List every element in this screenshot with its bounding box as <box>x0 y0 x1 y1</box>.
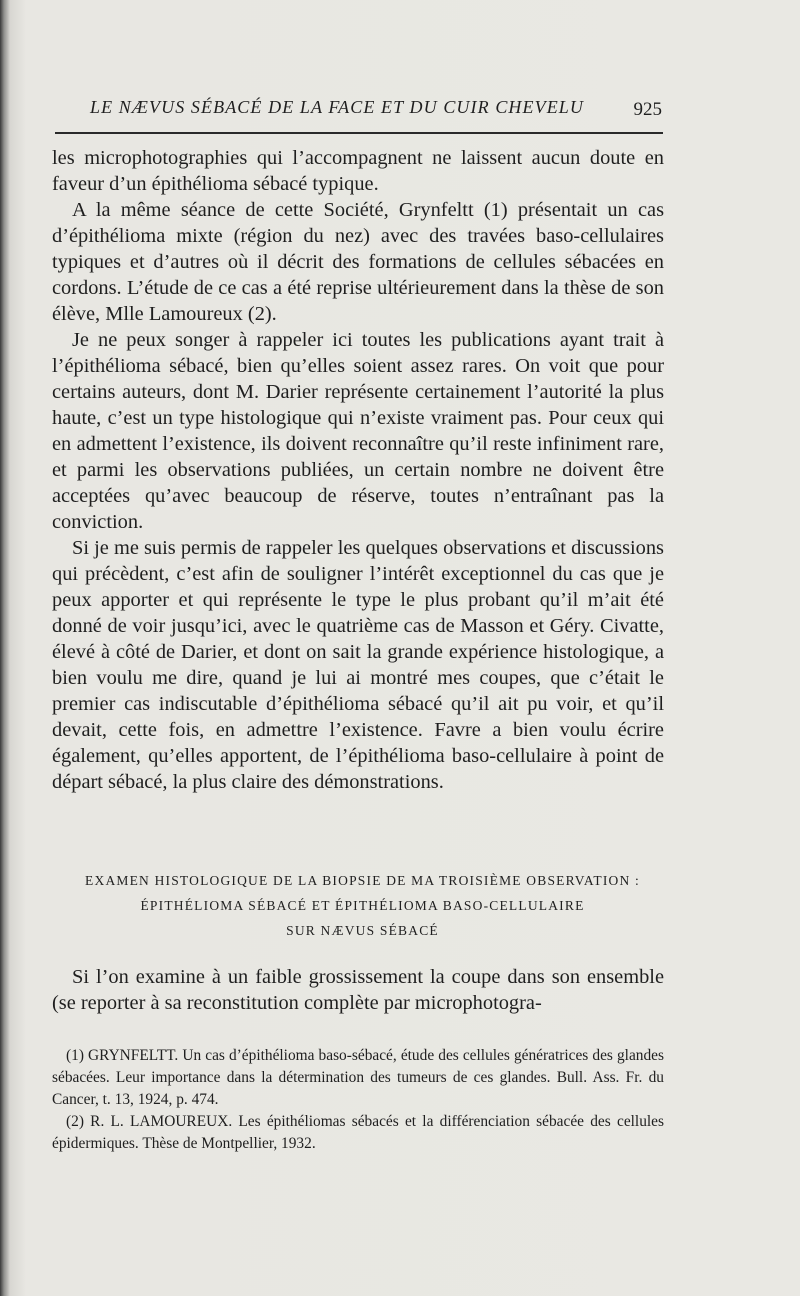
paragraph-continuation: les microphotographies qui l’accompagnent ne laissent aucun doute en faveur d’un épithélioma sébacé typique. <box>52 147 664 195</box>
paragraph-observations: Si je me suis permis de rappeler les quelques observations et discussions qui précèdent, c’est afin de souligner l’intérêt exceptionnel du cas que je peux apporter et qui représente le type le plus probant qu’il m’ait été donné de voir jusqu’ici, avec le quatrième cas de Masson et Géry. Civatte, élevé à côté de Darier, et dont on sait la grande expérience histologique, a bien voulu me dire, quand je lui ai montré mes coupes, que c’était le premier cas indiscutable d’épithélioma sébacé qu’il ait pu voir, et qu’il devait, cette fois, en admettre l’existence. Favre a bien voulu écrire également, qu’elles apportent, de l’épithélioma baso-cellulaire à point de départ sébacé, la plus claire des démonstrations. <box>52 537 664 793</box>
paragraph-examination: Si l’on examine à un faible grossissement la coupe dans son ensemble (se reporter à sa reconstitution complète par microphotogra- <box>52 966 664 1014</box>
paragraph-publications: Je ne peux songer à rappeler ici toutes les publications ayant trait à l’épithélioma sébacé, bien qu’elles soient assez rares. On voit que pour certains auteurs, dont M. Darier représente certainement l’autorité la plus haute, c’est un type histologique qui n’existe vraiment pas. Pour ceux qui en admettent l’existence, ils doivent reconnaître qu’il reste infiniment rare, et parmi les observations publiées, un certain nombre ne doivent être acceptées qu’avec beaucoup de réserve, toutes n’entraînant pas la conviction. <box>52 329 664 533</box>
page-number: 925 <box>633 99 662 120</box>
section-heading-line-3: SUR NÆVUS SÉBACÉ <box>286 923 439 938</box>
running-head <box>90 97 662 125</box>
footnote-2: (2) R. L. LAMOUREUX. Les épithéliomas sébacés et la différenciation sébacée des cellules épidermiques. Thèse de Montpellier, 1932. <box>52 1113 664 1152</box>
section-heading-line-2: ÉPITHÉLIOMA SÉBACÉ ET ÉPITHÉLIOMA BASO-CELLULAIRE <box>140 898 585 913</box>
footnotes <box>52 1045 664 1155</box>
section-heading-line-1: EXAMEN HISTOLOGIQUE DE LA BIOPSIE DE MA TROISIÈME OBSERVATION : <box>85 873 640 888</box>
running-title: LE NÆVUS SÉBACÉ DE LA FACE ET DU CUIR CHEVELU <box>90 97 585 117</box>
paragraph-grynfeltt: A la même séance de cette Société, Grynfeltt (1) présentait un cas d’épithélioma mixte (région du nez) avec des travées baso-cellulaires typiques et d’autres où il décrit des formations de cellules sébacées en cordons. L’étude de ce cas a été reprise ultérieurement dans la thèse de son élève, Mlle Lamoureux (2). <box>52 199 664 325</box>
header-rule <box>55 132 663 134</box>
section-heading <box>50 868 675 943</box>
footnote-1: (1) GRYNFELTT. Un cas d’épithélioma baso-sébacé, étude des cellules génératrices des glandes sébacées. Leur importance dans la détermination des tumeurs de ces glandes. Bull. Ass. Fr. du Cancer, t. 13, 1924, p. 474. <box>52 1047 664 1108</box>
